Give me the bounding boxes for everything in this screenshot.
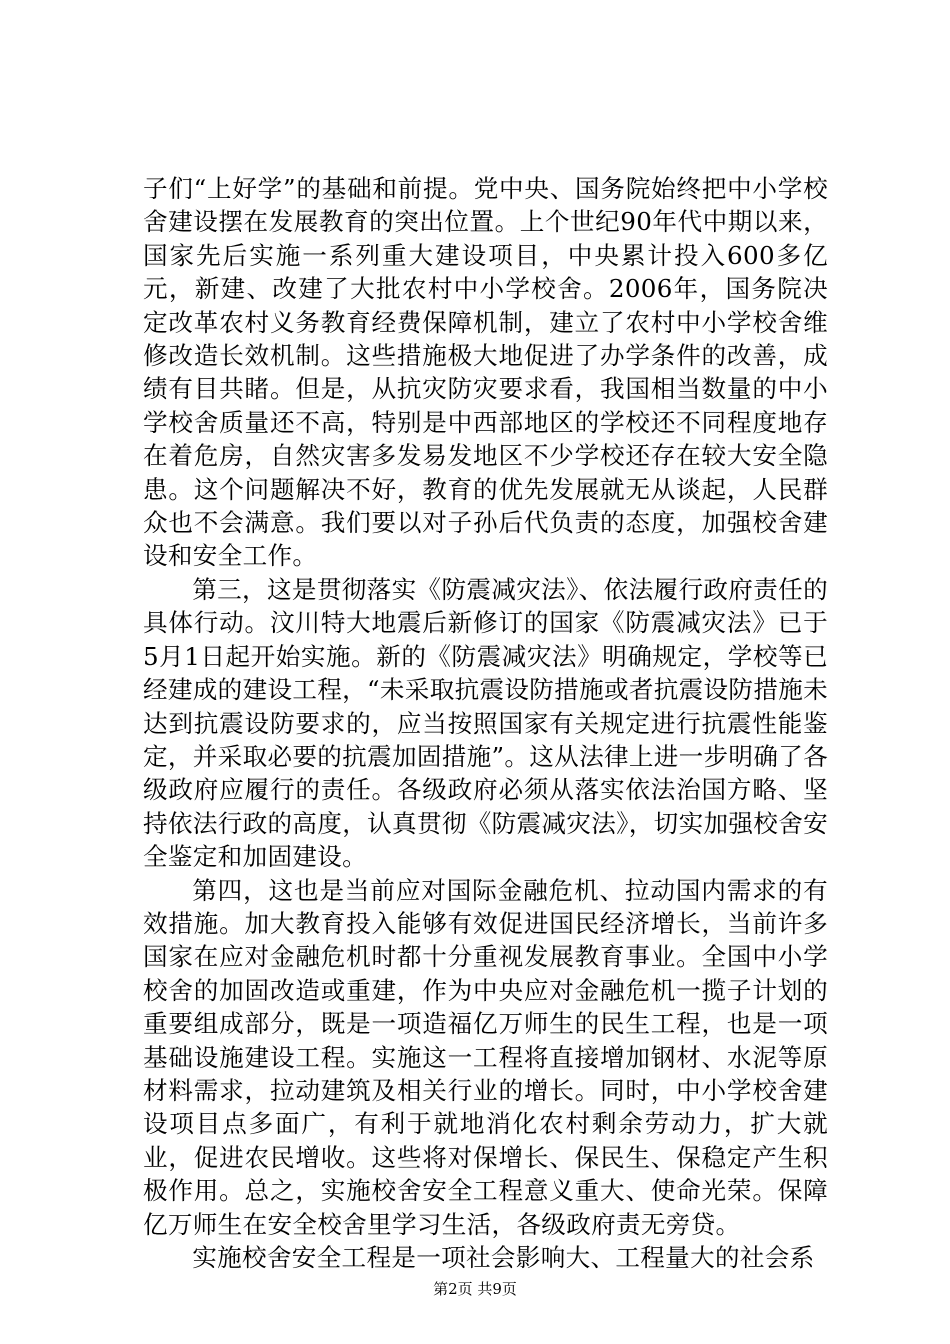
- page-number-footer: 第2页 共9页: [433, 1280, 517, 1298]
- paragraph-implementation: 实施校舍安全工程是一项社会影响大、工程量大的社会系: [192, 1243, 815, 1272]
- paragraph-third-point: 第三，这是贯彻落实《防震减灾法》、依法履行政府责任的具体行动。汶川特大地震后新修订的国家《防震减灾法》已于5月1日起开始实施。新的《防震减灾法》明确规定，学校等已经建成的建设工程，“未采取抗震设防措施或者抗震设防措施未达到抗震设防要求的，应当按照国家有关规定进行抗震性能鉴定，并采取必要的抗震加固措施”。这从法律上进一步明确了各级政府应履行的责任。各级政府必须从落实依法治国方略、坚持依法行政的高度，认真贯彻《防震减灾法》，切实加强校舍安全鉴定和加固建设。: [143, 574, 829, 872]
- paragraph-continuation: 子们“上好学”的基础和前提。党中央、国务院始终把中小学校舍建设摆在发展教育的突出位置。上个世纪90年代中期以来，国家先后实施一系列重大建设项目，中央累计投入600多亿元，新建、改建了大批农村中小学校舍。2006年，国务院决定改革农村义务教育经费保障机制，建立了农村中小学校舍维修改造长效机制。这些措施极大地促进了办学条件的改善，成绩有目共睹。但是，从抗灾防灾要求看，我国相当数量的中小学校舍质量还不高，特别是中西部地区的学校还不同程度地存在着危房，自然灾害多发易发地区不少学校还存在较大安全隐患。这个问题解决不好，教育的优先发展就无从谈起，人民群众也不会满意。我们要以对子孙后代负责的态度，加强校舍建设和安全工作。: [143, 174, 828, 571]
- paragraph-fourth-point: 第四，这也是当前应对国际金融危机、拉动国内需求的有效措施。加大教育投入能够有效促进国民经济增长，当前许多国家在应对金融危机时都十分重视发展教育事业。全国中小学校舍的加固改造或重建，作为中央应对金融危机一揽子计划的重要组成部分，既是一项造福亿万师生的民生工程，也是一项基础设施建设工程。实施这一工程将直接增加钢材、水泥等原材料需求，拉动建筑及相关行业的增长。同时，中小学校舍建设项目点多面广，有利于就地消化农村剩余劳动力，扩大就业，促进农民增收。这些将对保增长、保民生、保稳定产生积极作用。总之，实施校舍安全工程意义重大、使命光荣。保障亿万师生在安全校舍里学习生活，各级政府责无旁贷。: [143, 875, 828, 1239]
- document-body: [143, 172, 828, 1274]
